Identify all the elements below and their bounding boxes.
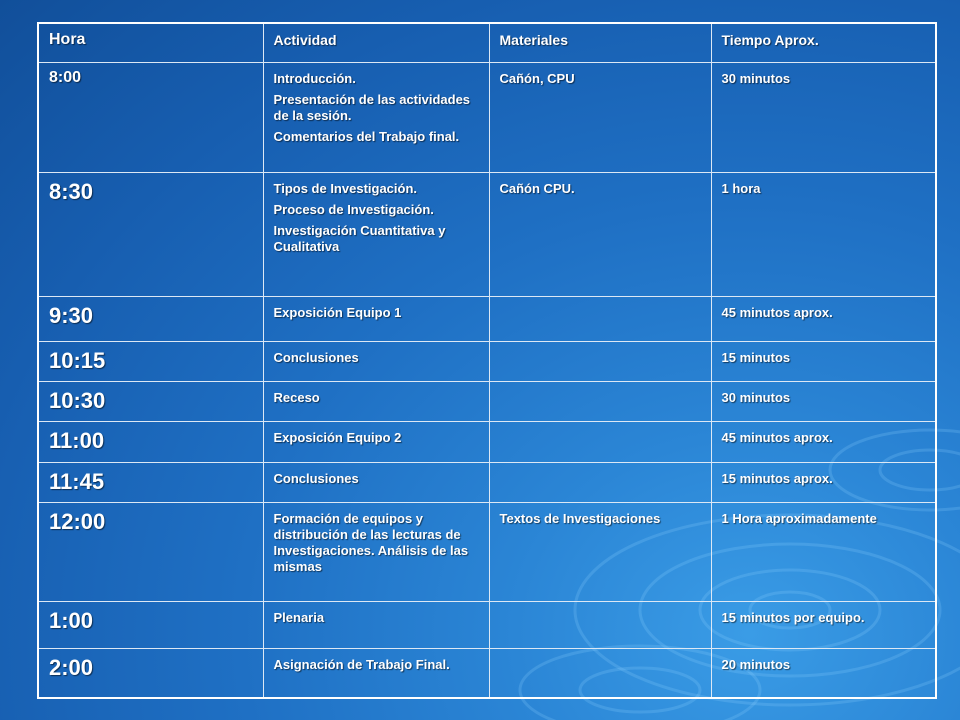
row-tiempo: 15 minutos aprox. xyxy=(711,462,936,502)
row-tiempo: 1 hora xyxy=(711,172,936,296)
header-hora: Hora xyxy=(38,23,263,62)
row-actividad xyxy=(263,648,489,698)
table-row xyxy=(38,341,936,381)
row-hora: 12:00 xyxy=(38,502,263,601)
header-actividad: Actividad xyxy=(263,23,489,62)
header-tiempo: Tiempo Aprox. xyxy=(711,23,936,62)
row-hora: 1:00 xyxy=(38,601,263,648)
table-row xyxy=(38,648,936,698)
row-tiempo: 20 minutos xyxy=(711,648,936,698)
actividad-line: Proceso de Investigación. xyxy=(273,201,434,217)
actividad-line: Plenaria xyxy=(273,609,325,625)
row-tiempo: 1 Hora aproximadamente xyxy=(711,502,936,601)
row-materiales: Cañón CPU. xyxy=(489,172,711,296)
row-tiempo: 15 minutos por equipo. xyxy=(711,601,936,648)
actividad-line: Comentarios del Trabajo final. xyxy=(273,128,460,144)
actividad-line: Formación de equipos y distribución de las lecturas de Investigaciones. Análisis de las mismas xyxy=(273,510,469,574)
row-hora: 9:30 xyxy=(38,296,263,341)
actividad-line: Exposición Equipo 2 xyxy=(273,429,402,445)
row-materiales xyxy=(489,381,711,421)
row-materiales xyxy=(489,462,711,502)
actividad-line: Presentación de las actividades de la sesión. xyxy=(273,91,471,123)
row-tiempo: 30 minutos xyxy=(711,381,936,421)
row-actividad xyxy=(263,462,489,502)
row-materiales xyxy=(489,341,711,381)
row-actividad xyxy=(263,62,489,172)
row-actividad xyxy=(263,502,489,601)
row-actividad xyxy=(263,381,489,421)
row-tiempo: 45 minutos aprox. xyxy=(711,421,936,462)
row-hora: 8:30 xyxy=(38,172,263,296)
row-actividad xyxy=(263,601,489,648)
row-actividad xyxy=(263,296,489,341)
row-materiales xyxy=(489,601,711,648)
row-actividad xyxy=(263,172,489,296)
header-materiales: Materiales xyxy=(489,23,711,62)
row-materiales: Textos de Investigaciones xyxy=(489,502,711,601)
row-materiales xyxy=(489,421,711,462)
actividad-line: Asignación de Trabajo Final. xyxy=(273,656,450,672)
row-hora: 10:15 xyxy=(38,341,263,381)
table-row xyxy=(38,421,936,462)
table-row xyxy=(38,601,936,648)
row-tiempo: 15 minutos xyxy=(711,341,936,381)
row-actividad xyxy=(263,421,489,462)
row-tiempo: 45 minutos aprox. xyxy=(711,296,936,341)
schedule-table xyxy=(37,22,937,699)
table-row xyxy=(38,296,936,341)
row-hora: 11:45 xyxy=(38,462,263,502)
row-actividad xyxy=(263,341,489,381)
row-materiales: Cañón, CPU xyxy=(489,62,711,172)
table-row xyxy=(38,172,936,296)
table-row xyxy=(38,381,936,421)
actividad-line: Investigación Cuantitativa y Cualitativa xyxy=(273,222,446,254)
actividad-line: Receso xyxy=(273,389,320,405)
actividad-line: Exposición Equipo 1 xyxy=(273,304,402,320)
actividad-line: Conclusiones xyxy=(273,349,359,365)
actividad-line: Conclusiones xyxy=(273,470,359,486)
row-hora: 2:00 xyxy=(38,648,263,698)
table-row xyxy=(38,62,936,172)
row-hora: 8:00 xyxy=(38,62,263,172)
table-row xyxy=(38,502,936,601)
actividad-line: Tipos de Investigación. xyxy=(273,180,418,196)
row-materiales xyxy=(489,648,711,698)
actividad-line: Introducción. xyxy=(273,70,356,86)
row-materiales xyxy=(489,296,711,341)
row-tiempo: 30 minutos xyxy=(711,62,936,172)
header-row xyxy=(38,23,936,62)
table-row xyxy=(38,462,936,502)
row-hora: 10:30 xyxy=(38,381,263,421)
row-hora: 11:00 xyxy=(38,421,263,462)
